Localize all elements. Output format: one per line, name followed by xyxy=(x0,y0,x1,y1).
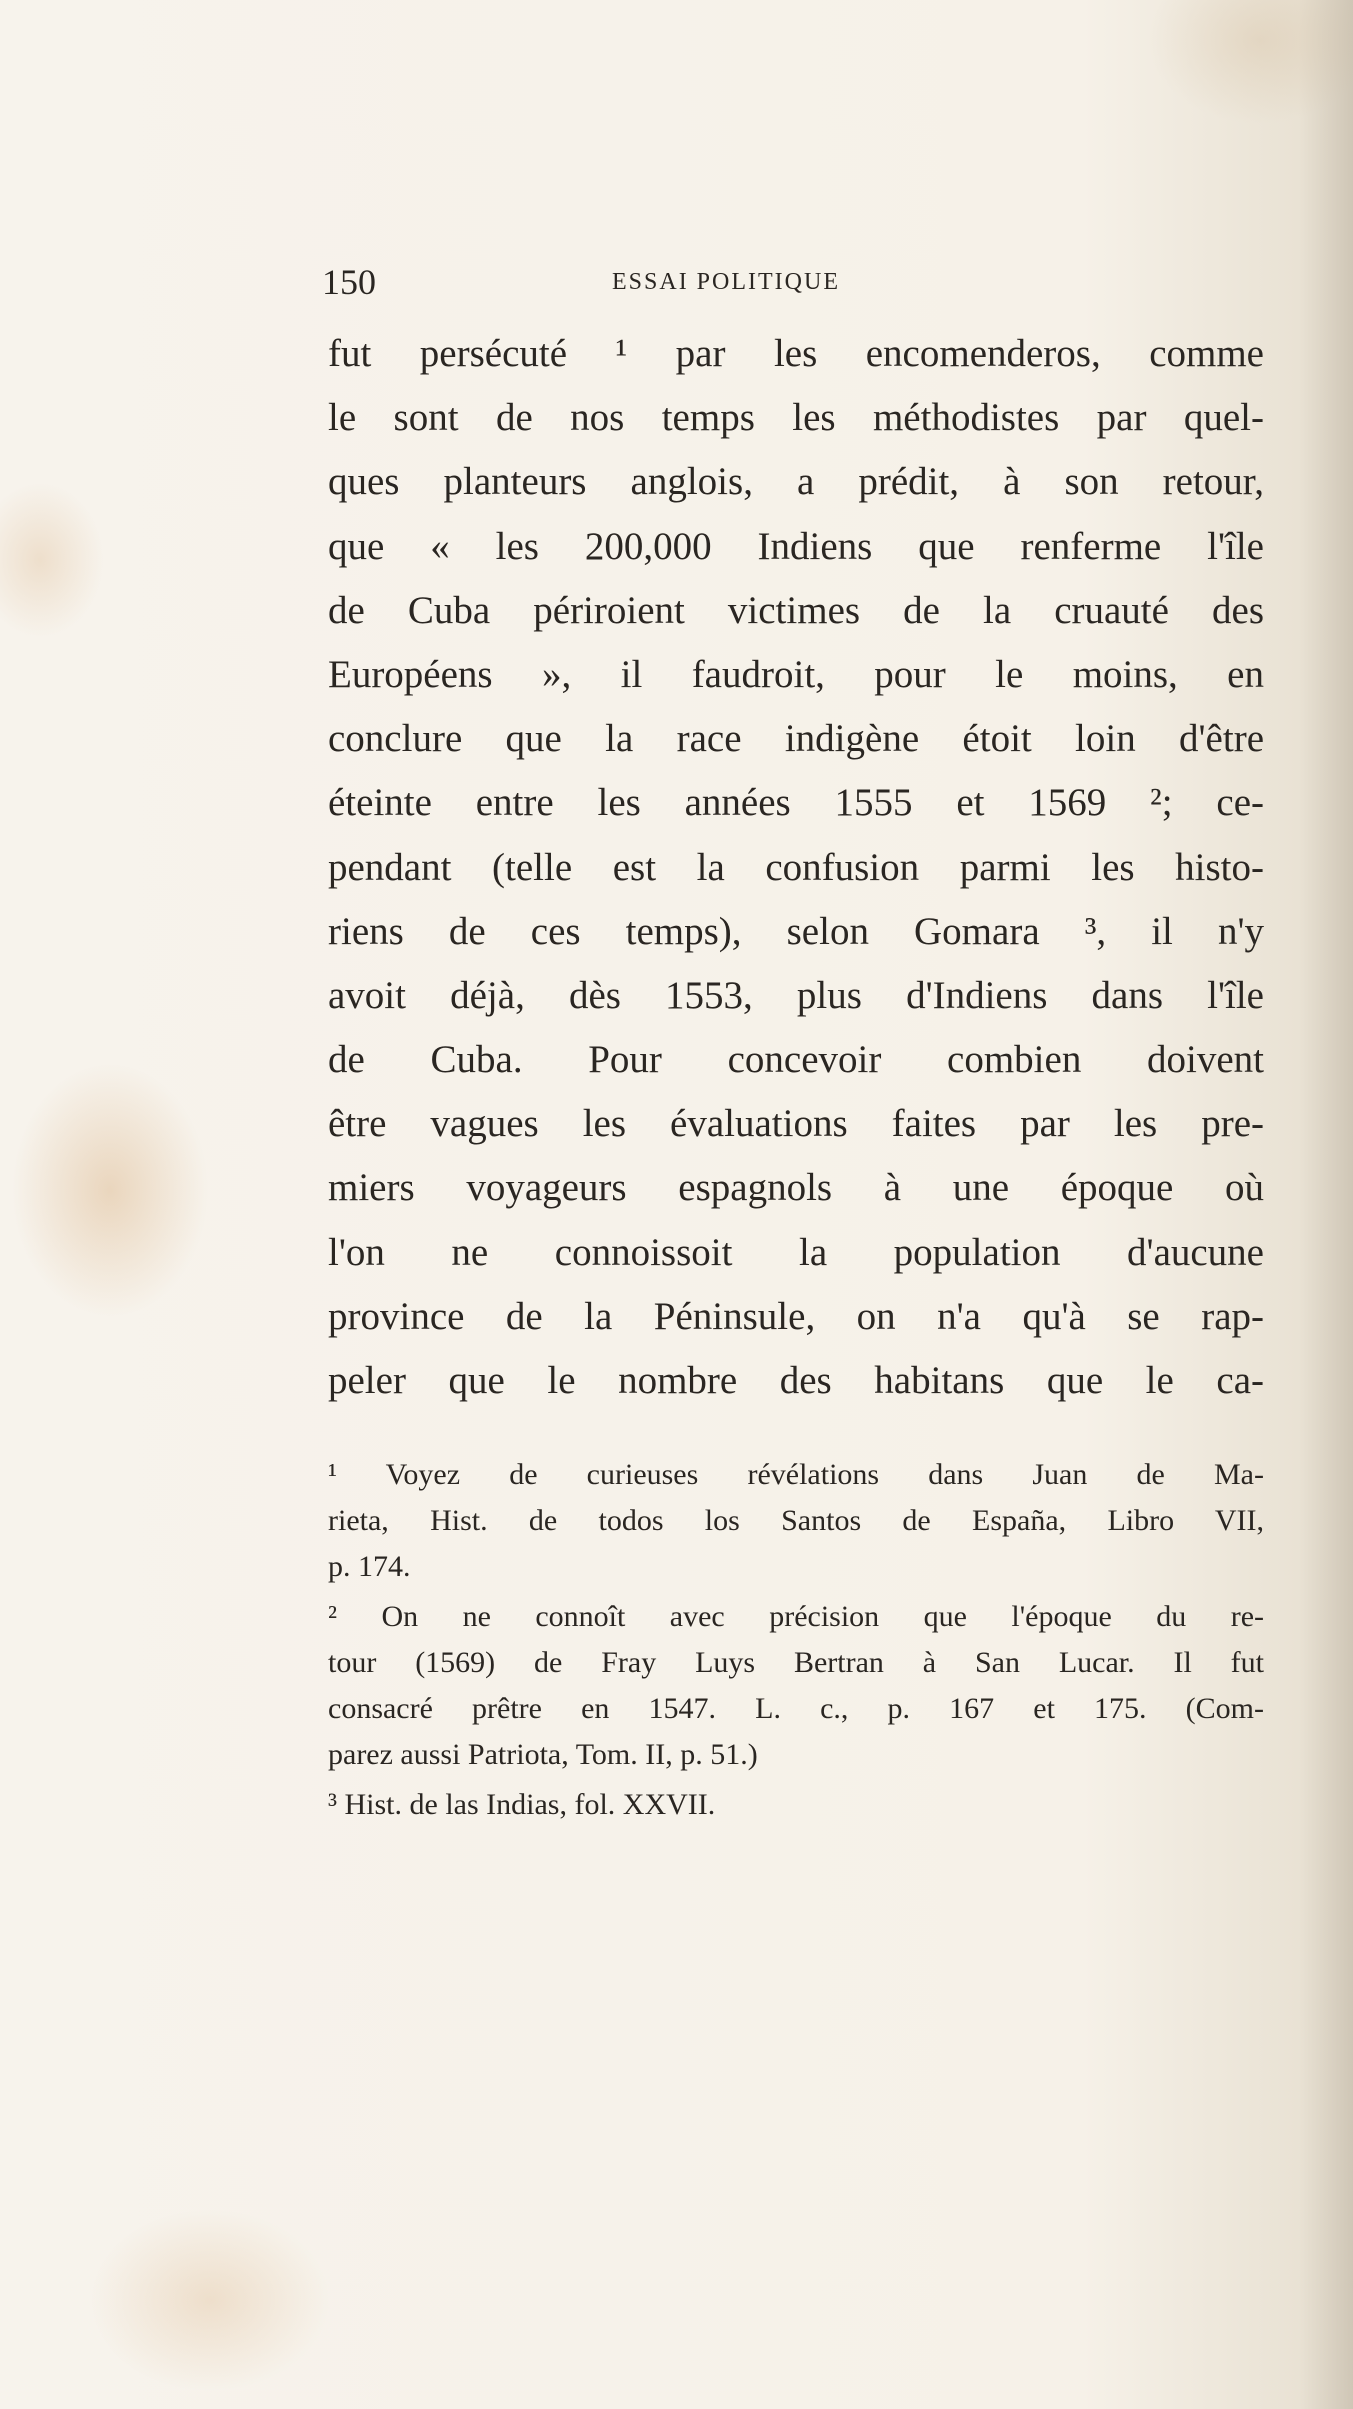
text-line: éteinte entre les années 1555 et 1569 ²; ce- xyxy=(328,781,1264,825)
text-line: riens de ces temps), selon Gomara ³, il n'y xyxy=(328,909,1264,953)
footnote-line: ³ Hist. de las Indias, fol. XXVII. xyxy=(328,1788,716,1821)
text-line: province de la Péninsule, on n'a qu'à se rap- xyxy=(328,1294,1264,1338)
footnote-1 xyxy=(328,1452,1264,1590)
text-line: de Cuba périroient victimes de la cruauté des xyxy=(328,588,1264,632)
footnotes xyxy=(328,1452,1264,1828)
running-title: ESSAI POLITIQUE xyxy=(612,269,840,295)
text-line: fut persécuté ¹ par les encomenderos, comme xyxy=(328,332,1264,375)
text-line: peler que le nombre des habitans que le ca- xyxy=(328,1359,1264,1402)
footnote-line: consacré prêtre en 1547. L. c., p. 167 et 175. (Com- xyxy=(328,1692,1264,1725)
main-text xyxy=(328,322,1264,1413)
footnote-line: ¹ Voyez de curieuses révélations dans Juan de Ma- xyxy=(328,1458,1264,1491)
text-line: de Cuba. Pour concevoir combien doivent xyxy=(328,1038,1264,1082)
text-line: pendant (telle est la confusion parmi les histo- xyxy=(328,845,1264,889)
text-line: avoit déjà, dès 1553, plus d'Indiens dans l'île xyxy=(328,973,1264,1017)
text-line: le sont de nos temps les méthodistes par quel- xyxy=(328,396,1264,440)
text-line: Européens », il faudroit, pour le moins, en xyxy=(328,652,1264,696)
text-line: l'on ne connoissoit la population d'aucune xyxy=(328,1230,1264,1274)
text-line: conclure que la race indigène étoit loin d'être xyxy=(328,717,1264,761)
footnote-line: parez aussi Patriota, Tom. II, p. 51.) xyxy=(328,1738,758,1771)
footnote-2 xyxy=(328,1594,1264,1778)
footnote-3 xyxy=(328,1782,1264,1828)
text-line: miers voyageurs espagnols à une époque où xyxy=(328,1166,1264,1210)
text-line: que « les 200,000 Indiens que renferme l'île xyxy=(328,524,1264,568)
footnote-line: ² On ne connoît avec précision que l'époque du re- xyxy=(328,1600,1264,1633)
text-line: être vagues les évaluations faites par les pre- xyxy=(328,1102,1264,1146)
text-line: ques planteurs anglois, a prédit, à son retour, xyxy=(328,460,1264,504)
page-number: 150 xyxy=(322,262,376,302)
footnote-line: p. 174. xyxy=(328,1550,411,1583)
footnote-line: rieta, Hist. de todos los Santos de España, Libro VII, xyxy=(328,1504,1264,1537)
page-header xyxy=(322,262,964,302)
footnote-line: tour (1569) de Fray Luys Bertran à San Lucar. Il fut xyxy=(328,1646,1264,1679)
